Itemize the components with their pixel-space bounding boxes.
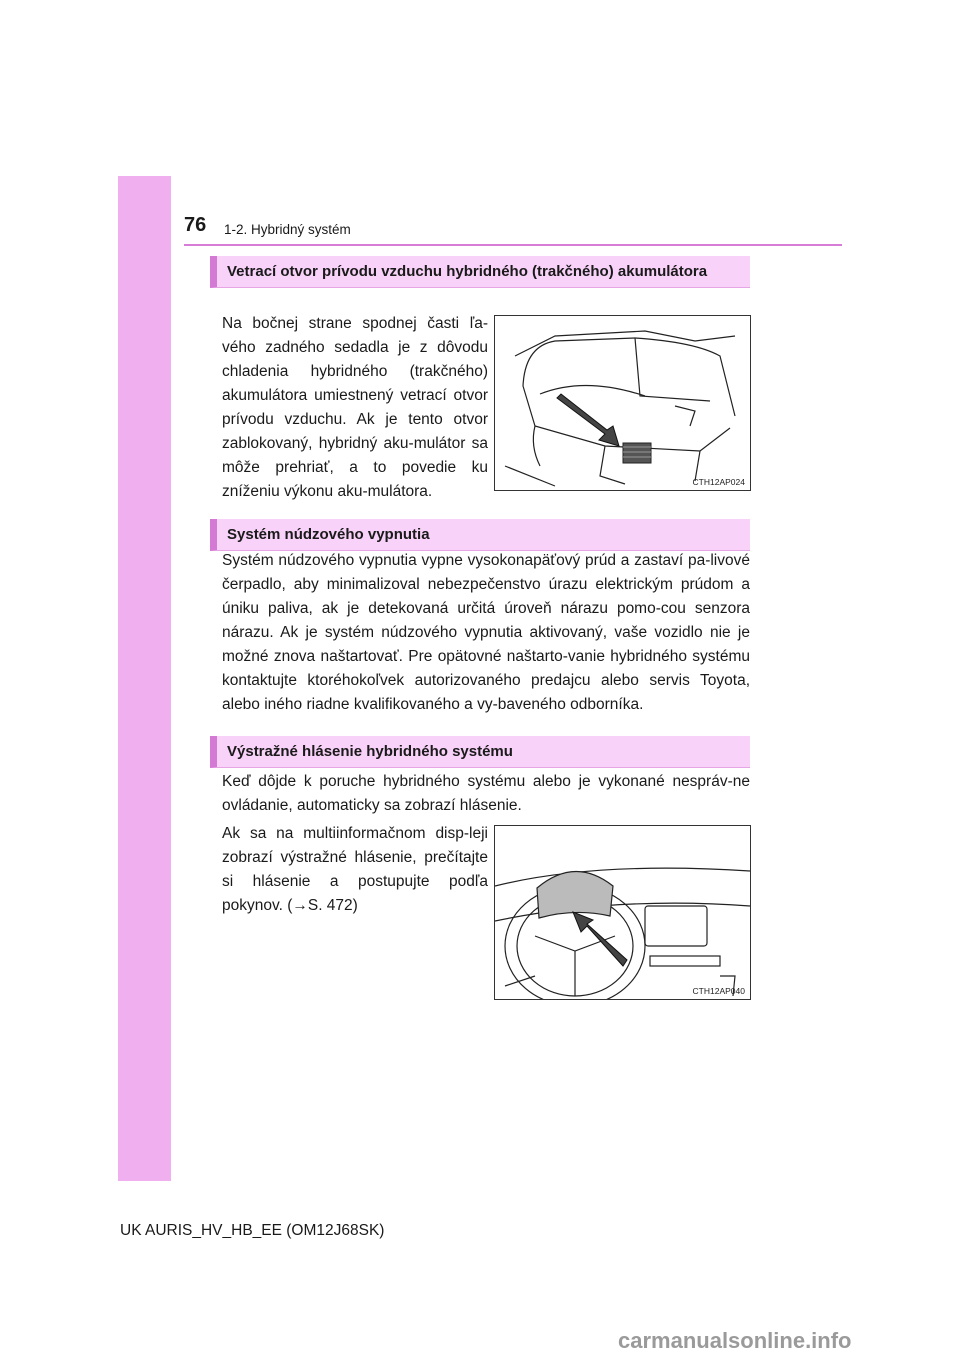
watermark: carmanualsonline.info [618,1328,852,1353]
figure-code: CTH12AP024 [692,477,745,487]
paragraph-emergency-shutoff: Systém núdzového vypnutia vypne vysokonapäťový prúd a zastaví pa-livové čerpadlo, aby minimalizoval nebezpečenstvo úrazu elektrickým prúdom a úniku paliva, ak je detekovaná určitá úroveň nárazu pomo-cou senzora nárazu. Ak je systém núdzového vypnutia aktivovaný, vaše vozidlo nie je možné znova naštartovať. Pre opätovné naštarto-vanie hybridného systému kontaktujte ktoréhokoľvek autorizovaného predajcu alebo servis Toyota, alebo iného riadne kvalifikovaného a vy-baveného odborníka. [222,552,750,713]
section-heading-warning-message: Výstražné hlásenie hybridného systému [210,736,750,768]
chapter-title: 1-2. Hybridný systém [224,222,351,237]
paragraph-warning-display: Ak sa na multiinformačnom disp-leji zobrazí výstražné hlásenie, prečítajte si hlásenie a postupujte podľa pokynov. (→S. 472) [222,825,488,914]
footer-model-code: UK AURIS_HV_HB_EE (OM12J68SK) [120,1222,385,1239]
figure-code: CTH12AP040 [692,986,745,996]
dashboard-illustration [495,826,750,999]
paragraph-air-vent: Na bočnej strane spodnej časti ľa-vého zadného sedadla je z dôvodu chladenia hybridného (trakčného) akumulátora umiestnený vetrací otvor prívodu vzduchu. Ak je tento otvor zablokovaný, hybridný aku-mulátor sa môže prehriať, a to povedie ku zníženiu výkonu aku-mulátora. [222,315,488,500]
header-divider [184,244,842,246]
chapter-tab-strip [118,176,171,1181]
figure-rear-seat-vent [494,315,751,491]
section-heading-emergency-shutoff: Systém núdzového vypnutia [210,519,750,551]
page-number: 76 [184,214,207,236]
section-heading-air-vent: Vetrací otvor prívodu vzduchu hybridného (trakčného) akumulátora [210,256,750,288]
paragraph-warning-intro: Keď dôjde k poruche hybridného systému alebo je vykonané nespráv-ne ovládanie, automaticky sa zobrazí hlásenie. [222,773,750,814]
figure-instrument-cluster [494,825,751,1000]
rear-seat-illustration [495,316,750,490]
